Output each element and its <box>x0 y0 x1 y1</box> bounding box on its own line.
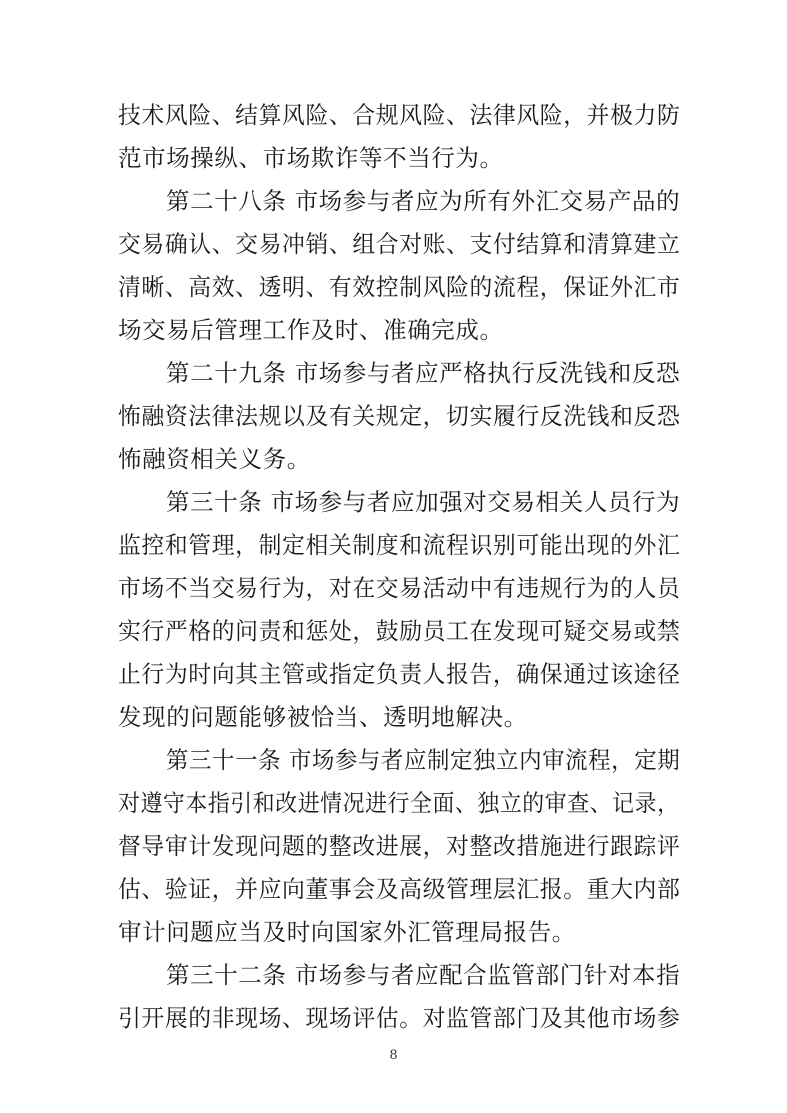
text-line: 对遵守本指引和改进情况进行全面、独立的审查、记录， <box>118 789 680 817</box>
text-line: 实行严格的问责和惩处，鼓励员工在发现可疑交易或禁 <box>118 617 681 645</box>
text-line: 督导审计发现问题的整改进展，对整改措施进行跟踪评 <box>118 832 681 860</box>
text-line: 场交易后管理工作及时、准确完成。 <box>118 316 504 344</box>
text-line: 引开展的非现场、现场评估。对监管部门及其他市场参 <box>118 1004 681 1032</box>
text-line: 监控和管理，制定相关制度和流程识别可能出现的外汇 <box>118 531 681 559</box>
text-line: 市场不当交易行为，对在交易活动中有违规行为的人员 <box>118 574 681 602</box>
text-line: 范市场操纵、市场欺诈等不当行为。 <box>118 144 504 172</box>
article-30-heading-line: 第三十条 市场参与者应加强对交易相关人员行为 <box>166 488 681 516</box>
text-line: 怖融资相关义务。 <box>118 445 311 473</box>
text-line: 交易确认、交易冲销、组合对账、支付结算和清算建立 <box>118 230 681 258</box>
text-line: 清晰、高效、透明、有效控制风险的流程，保证外汇市 <box>118 273 681 301</box>
article-29-heading-line: 第二十九条 市场参与者应严格执行反洗钱和反恐 <box>166 359 681 387</box>
text-line: 审计问题应当及时向国家外汇管理局报告。 <box>118 918 576 946</box>
page-number: 8 <box>389 1048 398 1063</box>
article-31-heading-line: 第三十一条 市场参与者应制定独立内审流程，定期 <box>166 746 681 774</box>
article-32-heading-line: 第三十二条 市场参与者应配合监管部门针对本指 <box>166 961 681 989</box>
text-line: 止行为时向其主管或指定负责人报告，确保通过该途径 <box>118 660 681 688</box>
text-line: 技术风险、结算风险、合规风险、法律风险，并极力防 <box>118 101 681 129</box>
article-28-heading-line: 第二十八条 市场参与者应为所有外汇交易产品的 <box>166 187 681 215</box>
text-line: 估、验证，并应向董事会及高级管理层汇报。重大内部 <box>118 875 681 903</box>
text-line: 发现的问题能够被恰当、透明地解决。 <box>118 703 528 731</box>
text-line: 怖融资法律法规以及有关规定，切实履行反洗钱和反恐 <box>118 402 681 430</box>
